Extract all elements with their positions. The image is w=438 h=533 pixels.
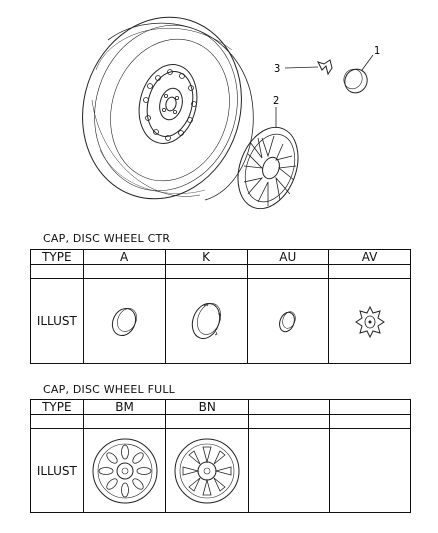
full-illust-empty-2: [330, 429, 411, 513]
full-illust-bm: [83, 429, 166, 513]
ctr-type-row: [31, 250, 411, 265]
ctr-type-a: A: [83, 250, 165, 265]
full-type-row: [31, 400, 411, 415]
ctr-type-av: AV: [329, 250, 411, 265]
full-type-empty-1: [249, 400, 330, 415]
tire-illustration: [59, 0, 264, 220]
round-cap-tiny-icon: [273, 306, 303, 336]
ctr-type-au: AU: [247, 250, 329, 265]
full-spacer-row: [31, 415, 411, 429]
full-illust-header: ILLUST: [31, 429, 84, 513]
full-illust-bn: [166, 429, 249, 513]
exploded-view: [0, 0, 438, 230]
center-cap-part-1: [341, 65, 371, 96]
ctr-spacer-row: [31, 265, 411, 279]
full-table: [30, 399, 411, 513]
callout-2: 2: [273, 94, 280, 107]
round-cap-small-icon: [104, 301, 144, 341]
ctr-type-k: K: [165, 250, 247, 265]
ctr-illust-header: ILLUST: [31, 279, 84, 364]
leader-lines: [276, 55, 373, 128]
full-type-bm: BM: [83, 400, 166, 415]
full-type-header: TYPE: [31, 400, 84, 415]
round-cap-large-icon: [184, 298, 228, 344]
full-type-empty-2: [330, 400, 411, 415]
ctr-table: [30, 249, 411, 364]
callout-3: 3: [274, 62, 281, 75]
wheel-cover-part-2: [227, 119, 308, 217]
ctr-type-header: TYPE: [31, 250, 84, 265]
ctr-section-title: CAP, DISC WHEEL CTR: [43, 232, 171, 245]
star-cap-icon: [350, 301, 390, 341]
callout-1: 1: [374, 44, 381, 57]
ctr-illust-row: [31, 279, 411, 364]
wheel-rim-illustration: [131, 58, 205, 149]
full-section-title: CAP, DISC WHEEL FULL: [43, 383, 176, 396]
full-type-bn: BN: [166, 400, 249, 415]
ctr-illust-av: [329, 279, 411, 364]
full-wheel-cover-bn-icon: [172, 435, 242, 507]
ctr-illust-a: [83, 279, 165, 364]
full-wheel-cover-bm-icon: [90, 435, 160, 507]
full-illust-row: [31, 429, 411, 513]
ctr-illust-au: [247, 279, 329, 364]
clip-part-3: [318, 60, 332, 74]
full-illust-empty-1: [249, 429, 330, 513]
ctr-illust-k: [165, 279, 247, 364]
